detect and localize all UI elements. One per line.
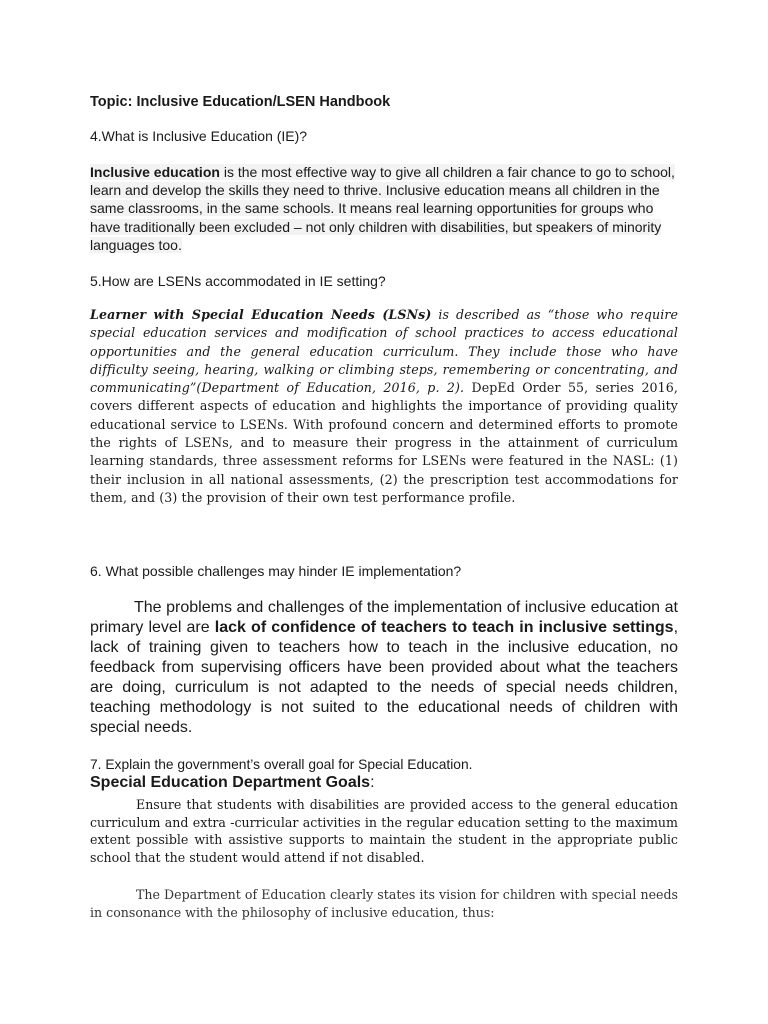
answer-4-text: is the most effective way to give all children a fair chance to go to school, learn and develop the skills they need to thrive. Inclusive education means all children in the same classrooms, in the same schools. It means real learning opportunities for groups who have traditionally been excluded – not only children with disabilities, but speakers of minority languages too.: [90, 164, 675, 253]
answer-5-italic-quote: is described as “those who require special education services and modification of school practices to access educational opportunities and the general education curriculum. They include those who have difficulty seeing, hearing, walking or climbing steps, remembering or concentrating, and communicating”(Department of Education, 2016, p. 2).: [90, 307, 678, 396]
answer-6-bold: lack of confidence of teachers to teach in inclusive settings: [214, 619, 674, 636]
question-5: 5.How are LSENs accommodated in IE setting?: [90, 273, 386, 289]
question-7: 7. Explain the government’s overall goal for Special Education.: [90, 757, 473, 772]
answer-6-paragraph: [90, 598, 678, 738]
goals-heading-colon: :: [370, 774, 375, 791]
answer-4-paragraph: [90, 163, 678, 254]
question-4: 4.What is Inclusive Education (IE)?: [90, 128, 308, 144]
answer-4-bold-term: Inclusive education: [90, 164, 220, 180]
answer-6-text-post: , lack of training given to teachers how to teach in the inclusive education, no feedback from supervising officers have been provided about what the teachers are doing, curriculum is not adapted to the needs of special needs children, teaching methodology is not suited to the educational needs of children with special needs.: [90, 619, 679, 736]
answer-5-bold-term: Learner with Special Education Needs (LSNs): [90, 307, 432, 322]
vision-text: The Department of Education clearly states its vision for children with special needs in consonance with the philosophy of inclusive education, thus:: [90, 887, 678, 920]
goals-paragraph: [90, 796, 678, 866]
goals-heading: [90, 774, 375, 792]
question-6: 6. What possible challenges may hinder IE implementation?: [90, 563, 462, 579]
vision-paragraph: [90, 886, 678, 921]
answer-5-text: DepEd Order 55, series 2016, covers different aspects of education and highlights the importance of providing quality educational service to LSENs. With profound concern and determined efforts to promote the rights of LSENs, and to measure their progress in the attainment of curriculum learning standards, three assessment reforms for LSENs were featured in the NASL: (1) their inclusion in all national assessments, (2) the prescription test accommodations for them, and (3) the provision of their own test performance profile.: [90, 380, 678, 505]
answer-6-text-pre: The problems and challenges of the implementation of inclusive education at primary level are: [90, 599, 678, 636]
goals-heading-text: Special Education Department Goals: [90, 774, 371, 791]
answer-5-paragraph: [90, 306, 678, 507]
goals-text: Ensure that students with disabilities are provided access to the general education curriculum and extra -curricular activities in the regular education setting to the maximum extent possible with assistive supports to maintain the student in the appropriate public school that the student would attend if not disabled.: [90, 797, 678, 865]
document-topic: Topic: Inclusive Education/LSEN Handbook: [90, 94, 391, 110]
